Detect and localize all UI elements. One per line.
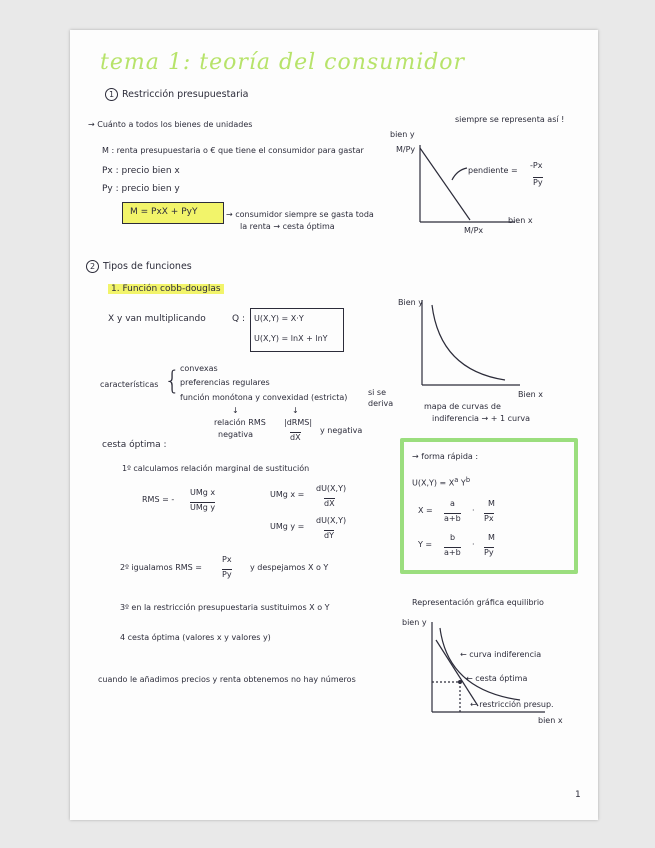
fast-utility-y: Y: [460, 478, 466, 488]
graph3-y-label: bien y: [402, 618, 427, 627]
section-2-number: 2: [86, 260, 99, 273]
utility-q-label: Q :: [232, 314, 245, 324]
fast-x-den: a+b: [444, 514, 461, 523]
graph2-caption-1: mapa de curvas de: [424, 402, 501, 411]
section-1-label: Restricción presupuestaria: [122, 89, 249, 100]
fast-x-eq: X =: [418, 506, 433, 515]
fast-x-dot: ·: [472, 506, 475, 515]
dudx-numerator: dU(X,Y): [316, 484, 347, 493]
fast-y-num: b: [450, 533, 456, 542]
cobb-douglas-label: 1. Función cobb-douglas: [108, 284, 224, 294]
graph3-title: Representación gráfica equilibrio: [412, 598, 544, 607]
umgy-equation: UMg y =: [270, 522, 305, 531]
step-4: 4 cesta óptima (valores x y valores y): [120, 633, 271, 642]
fast-y-eq: Y =: [418, 540, 433, 549]
brace: {: [164, 366, 181, 396]
graph2-x-label: Bien x: [518, 390, 543, 399]
arrow-down-2: ↓: [292, 406, 299, 415]
characteristic-1: convexas: [180, 364, 218, 373]
py-definition: Py : precio bien y: [102, 184, 180, 194]
s1-note-top: siempre se representa así !: [455, 115, 565, 124]
rms-negativa: negativa: [218, 430, 253, 439]
xy-multiplying: X y van multiplicando: [108, 314, 206, 324]
characteristic-2: preferencias regulares: [180, 378, 270, 387]
step-1: 1º calculamos relación marginal de sustitución: [122, 464, 310, 473]
rms-umgy: UMg y: [190, 503, 216, 512]
utility-2: U(X,Y) = lnX + lnY: [254, 334, 328, 343]
fast-utility-base: U(X,Y) = X: [412, 478, 455, 488]
step2-px: Px: [222, 555, 232, 564]
fast-x-m: M: [488, 499, 495, 508]
dudy-numerator: dU(X,Y): [316, 516, 347, 525]
graph1-y-label: bien y: [390, 130, 415, 139]
graph1-y-intercept: M/Py: [396, 145, 416, 154]
slope-numerator: -Px: [530, 161, 543, 170]
after-formula-line2: la renta → cesta óptima: [240, 222, 335, 231]
utility-1: U(X,Y) = X·Y: [254, 314, 304, 323]
fast-y-den: a+b: [444, 548, 461, 557]
arrow-down-1: ↓: [232, 406, 239, 415]
rms-decreasing: relación RMS: [214, 418, 266, 427]
fast-x-num: a: [450, 499, 455, 508]
page-title: tema 1: teoría del consumidor: [100, 50, 466, 75]
graph2-y-label: Bien y: [398, 298, 423, 307]
step2-py: Py: [222, 570, 232, 579]
fast-y-dot: ·: [472, 540, 475, 549]
graph3-restric-label: ← restricción presup.: [470, 700, 554, 709]
after-formula-line1: → consumidor siempre se gasta toda: [226, 210, 374, 219]
page-number: 1: [575, 790, 581, 800]
rms-equation: RMS = -: [142, 495, 175, 504]
fast-y-p: Py: [484, 548, 494, 557]
final-note: cuando le añadimos precios y renta obtenemos no hay números: [98, 675, 356, 684]
y-negativa: y negativa: [320, 426, 363, 435]
graph2-caption-2: indiferencia → + 1 curva: [432, 414, 531, 423]
deriva: deriva: [368, 399, 394, 408]
graph3-x-label: bien x: [538, 716, 563, 725]
step-2: 2º igualamos RMS =: [120, 563, 202, 572]
step-3: 3º en la restricción presupuestaria sustituimos X o Y: [120, 603, 330, 612]
dudy-denominator: dY: [324, 531, 334, 540]
px-definition: Px : precio bien x: [102, 166, 180, 176]
graph1-x-label: bien x: [508, 216, 533, 225]
characteristic-3: función monótona y convexidad (estricta): [180, 393, 348, 402]
si-se: si se: [368, 388, 387, 397]
slope-denominator: Py: [533, 178, 543, 187]
budget-formula: M = PxX + PyY: [130, 207, 198, 217]
graph3-curve-label: ← curva indiferencia: [460, 650, 542, 659]
fast-form-title: → forma rápida :: [412, 452, 479, 461]
fast-x-p: Px: [484, 514, 494, 523]
section-1-number: 1: [105, 88, 118, 101]
fast-exp-a: a: [454, 476, 459, 484]
slope-label: pendiente =: [468, 166, 518, 175]
fast-exp-b: b: [465, 476, 471, 484]
characteristics-label: características: [100, 380, 159, 389]
drms-numerator: |dRMS|: [284, 418, 313, 427]
section-2-label: Tipos de funciones: [103, 261, 192, 272]
graph3-cesta-label: ← cesta óptima: [466, 674, 528, 683]
step2-tail: y despejamos X o Y: [250, 563, 329, 572]
umgx-equation: UMg x =: [270, 490, 305, 499]
fast-y-m: M: [488, 533, 495, 542]
graph1-x-intercept: M/Px: [464, 226, 484, 235]
cesta-optima-label: cesta óptima :: [102, 440, 167, 450]
s1-line1: → Cuánto a todos los bienes de unidades: [88, 120, 253, 129]
dudx-denominator: dX: [324, 499, 335, 508]
drms-denominator: dX: [290, 433, 301, 442]
m-definition: M : renta presupuestaria o € que tiene el consumidor para gastar: [102, 146, 364, 155]
rms-umgx: UMg x: [190, 488, 216, 497]
